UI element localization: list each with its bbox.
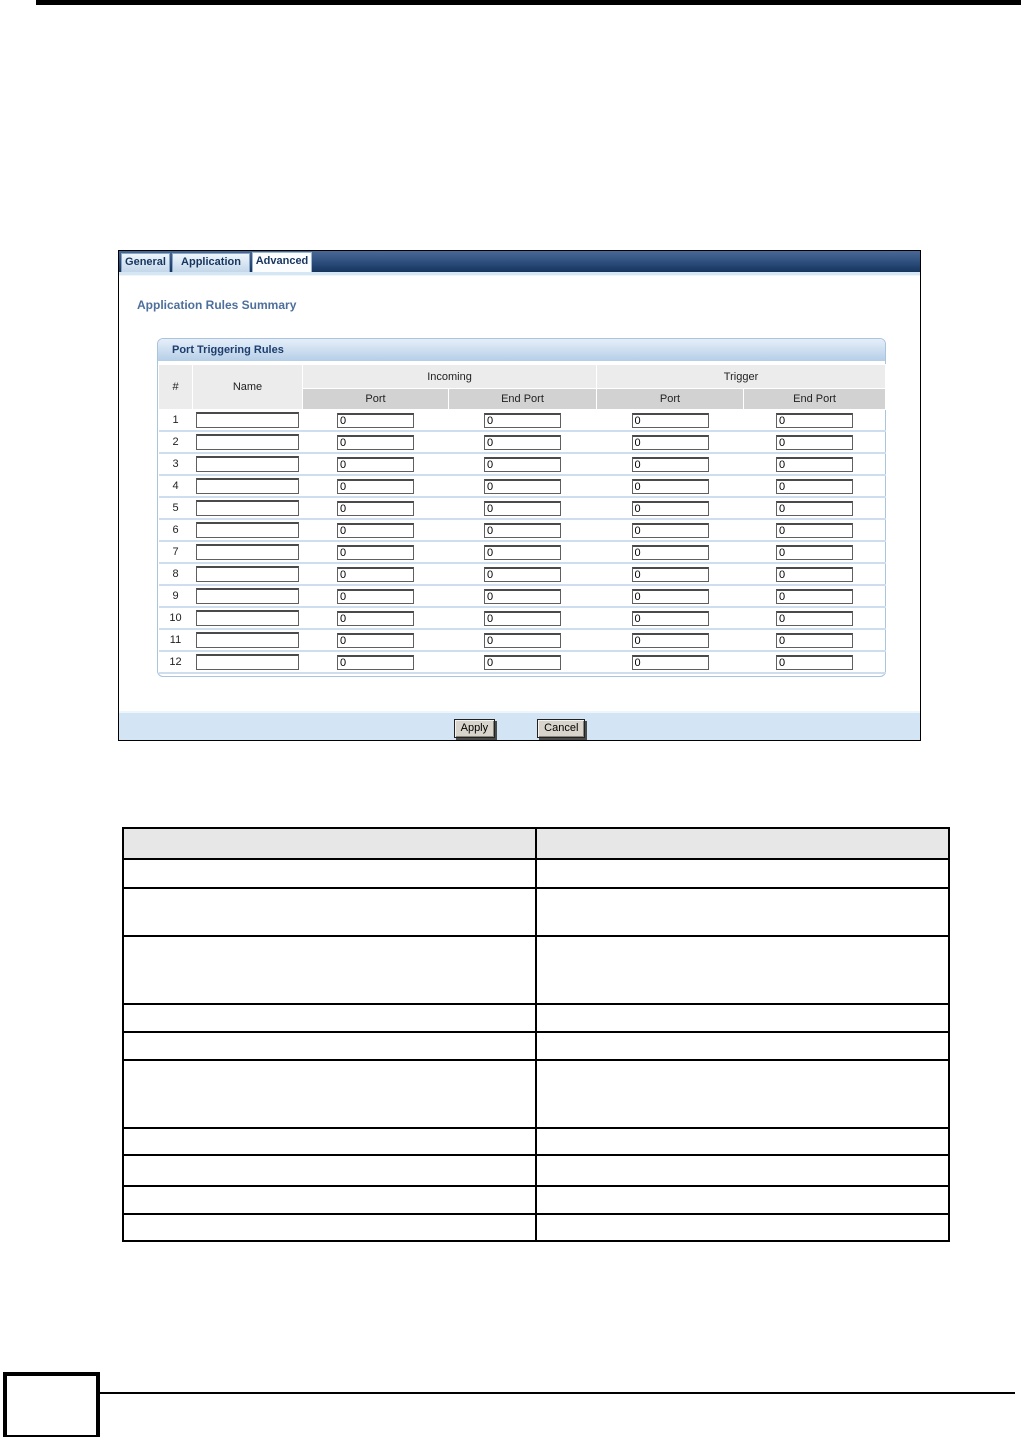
trigger-port-input-row-9[interactable]: [632, 589, 709, 604]
incoming-port-input-row-7[interactable]: [337, 545, 414, 560]
name-input-row-3[interactable]: [196, 456, 299, 472]
doc-table-row-10: [123, 1214, 949, 1241]
doc-table-cell-label: [123, 1004, 536, 1032]
trigger-port-input-row-10[interactable]: [632, 611, 709, 626]
trigger-port-input-row-8[interactable]: [632, 567, 709, 582]
trigger-end-port-input-row-8[interactable]: [776, 567, 853, 582]
port-rule-row-10: [159, 607, 886, 629]
column-header-trigger-end-port: End Port: [744, 389, 886, 410]
trigger-end-port-input-row-3[interactable]: [776, 457, 853, 472]
trigger-end-port-input-row-12[interactable]: [776, 655, 853, 670]
incoming-port-input-row-10[interactable]: [337, 611, 414, 626]
doc-table-row-2: [123, 888, 949, 936]
trigger-end-port-input-row-6[interactable]: [776, 523, 853, 538]
name-input-row-4[interactable]: [196, 478, 299, 494]
port-rule-row-12: [159, 651, 886, 673]
incoming-end-port-input-row-6[interactable]: [484, 523, 561, 538]
port-rule-row-4: [159, 475, 886, 497]
doc-table-cell-desc: [536, 936, 949, 1004]
trigger-port-input-row-1[interactable]: [632, 413, 709, 428]
incoming-end-port-input-row-9[interactable]: [484, 589, 561, 604]
row-number: 3: [159, 453, 193, 475]
incoming-port-input-row-3[interactable]: [337, 457, 414, 472]
doc-table-cell-label: [123, 1060, 536, 1128]
tab-advanced[interactable]: Advanced: [252, 252, 312, 272]
footer-rule: [99, 1392, 1015, 1394]
doc-table-cell-desc: [536, 1214, 949, 1241]
doc-table-cell-label: [123, 1214, 536, 1241]
name-input-row-9[interactable]: [196, 588, 299, 604]
doc-table-row-3: [123, 936, 949, 1004]
incoming-port-input-row-5[interactable]: [337, 501, 414, 516]
port-rule-row-7: [159, 541, 886, 563]
screen-title: Application Rules Summary: [137, 298, 297, 312]
incoming-end-port-input-row-1[interactable]: [484, 413, 561, 428]
trigger-end-port-input-row-4[interactable]: [776, 479, 853, 494]
tab-bar: [119, 251, 920, 272]
name-input-row-2[interactable]: [196, 434, 299, 450]
row-number: 10: [159, 607, 193, 629]
column-header-incoming-port: Port: [303, 389, 449, 410]
trigger-port-input-row-7[interactable]: [632, 545, 709, 560]
incoming-port-input-row-6[interactable]: [337, 523, 414, 538]
doc-table-cell-desc: [536, 859, 949, 888]
name-input-row-12[interactable]: [196, 654, 299, 670]
row-number: 11: [159, 629, 193, 651]
port-rule-row-8: [159, 563, 886, 585]
incoming-end-port-input-row-8[interactable]: [484, 567, 561, 582]
name-input-row-6[interactable]: [196, 522, 299, 538]
doc-table-row-7: [123, 1128, 949, 1155]
name-input-row-10[interactable]: [196, 610, 299, 626]
port-triggering-table: [158, 364, 886, 674]
doc-table-cell-label: [123, 1128, 536, 1155]
doc-table-cell-desc: [536, 888, 949, 936]
name-input-row-8[interactable]: [196, 566, 299, 582]
row-number: 8: [159, 563, 193, 585]
fieldset-title: Port Triggering Rules: [158, 339, 885, 361]
column-group-incoming: Incoming: [303, 365, 597, 389]
trigger-port-input-row-5[interactable]: [632, 501, 709, 516]
port-rule-row-1: [159, 410, 886, 432]
description-table: [122, 827, 950, 1242]
column-group-trigger: Trigger: [597, 365, 886, 389]
port-table-header: [159, 365, 886, 410]
doc-table-body: [123, 859, 949, 1241]
incoming-end-port-input-row-5[interactable]: [484, 501, 561, 516]
doc-table-header-row: [123, 828, 949, 859]
doc-table-cell-label: [123, 936, 536, 1004]
port-triggering-fieldset: [157, 338, 886, 677]
incoming-end-port-input-row-3[interactable]: [484, 457, 561, 472]
port-rule-row-2: [159, 431, 886, 453]
doc-table-row-6: [123, 1060, 949, 1128]
incoming-end-port-input-row-4[interactable]: [484, 479, 561, 494]
incoming-end-port-input-row-11[interactable]: [484, 633, 561, 648]
doc-table-cell-desc: [536, 1186, 949, 1214]
row-number: 9: [159, 585, 193, 607]
page-top-rule: [36, 0, 1021, 5]
row-number: 7: [159, 541, 193, 563]
doc-table-cell-label: [123, 859, 536, 888]
doc-table-cell-label: [123, 888, 536, 936]
trigger-end-port-input-row-10[interactable]: [776, 611, 853, 626]
doc-table-row-5: [123, 1032, 949, 1060]
port-rule-row-6: [159, 519, 886, 541]
incoming-port-input-row-12[interactable]: [337, 655, 414, 670]
doc-table-header-label: [123, 828, 536, 859]
row-number: 12: [159, 651, 193, 673]
port-rule-row-11: [159, 629, 886, 651]
doc-table-row-4: [123, 1004, 949, 1032]
tab-application[interactable]: Application: [172, 253, 250, 272]
name-input-row-11[interactable]: [196, 632, 299, 648]
doc-table-cell-label: [123, 1032, 536, 1060]
row-number: 1: [159, 410, 193, 432]
doc-table-cell-desc: [536, 1032, 949, 1060]
trigger-port-input-row-11[interactable]: [632, 633, 709, 648]
name-input-row-7[interactable]: [196, 544, 299, 560]
name-input-row-5[interactable]: [196, 500, 299, 516]
incoming-end-port-input-row-7[interactable]: [484, 545, 561, 560]
incoming-port-input-row-4[interactable]: [337, 479, 414, 494]
doc-table-cell-label: [123, 1186, 536, 1214]
trigger-port-input-row-12[interactable]: [632, 655, 709, 670]
port-rule-row-9: [159, 585, 886, 607]
trigger-end-port-input-row-11[interactable]: [776, 633, 853, 648]
port-rules-tbody: [159, 410, 886, 674]
port-rule-row-3: [159, 453, 886, 475]
cancel-button[interactable]: Cancel: [537, 719, 585, 738]
row-number: 6: [159, 519, 193, 541]
doc-table-cell-label: [123, 1155, 536, 1186]
trigger-end-port-input-row-2[interactable]: [776, 435, 853, 450]
trigger-end-port-input-row-1[interactable]: [776, 413, 853, 428]
trigger-port-input-row-3[interactable]: [632, 457, 709, 472]
doc-table-header-desc: [536, 828, 949, 859]
column-header-trigger-port: Port: [597, 389, 744, 410]
row-number: 5: [159, 497, 193, 519]
port-rule-row-5: [159, 497, 886, 519]
ui-screenshot-figure: [118, 250, 921, 741]
name-input-row-1[interactable]: [196, 412, 299, 428]
incoming-end-port-input-row-10[interactable]: [484, 611, 561, 626]
trigger-port-input-row-2[interactable]: [632, 435, 709, 450]
incoming-port-input-row-8[interactable]: [337, 567, 414, 582]
incoming-port-input-row-2[interactable]: [337, 435, 414, 450]
incoming-end-port-input-row-2[interactable]: [484, 435, 561, 450]
action-bar: [119, 711, 920, 740]
doc-table-cell-desc: [536, 1004, 949, 1032]
column-header-incoming-end-port: End Port: [449, 389, 597, 410]
row-number: 2: [159, 431, 193, 453]
doc-table-row-1: [123, 859, 949, 888]
incoming-port-input-row-11[interactable]: [337, 633, 414, 648]
tab-general[interactable]: General: [121, 253, 170, 272]
doc-table-cell-desc: [536, 1155, 949, 1186]
doc-table-cell-desc: [536, 1060, 949, 1128]
row-number: 4: [159, 475, 193, 497]
doc-table-cell-desc: [536, 1128, 949, 1155]
trigger-end-port-input-row-5[interactable]: [776, 501, 853, 516]
column-header-name: Name: [193, 365, 303, 410]
incoming-end-port-input-row-12[interactable]: [484, 655, 561, 670]
trigger-port-input-row-4[interactable]: [632, 479, 709, 494]
page-number-box: [3, 1372, 100, 1437]
trigger-end-port-input-row-9[interactable]: [776, 589, 853, 604]
apply-button[interactable]: Apply: [454, 719, 496, 738]
doc-table-row-9: [123, 1186, 949, 1214]
incoming-port-input-row-9[interactable]: [337, 589, 414, 604]
trigger-end-port-input-row-7[interactable]: [776, 545, 853, 560]
tabbar-underline: [119, 272, 920, 276]
incoming-port-input-row-1[interactable]: [337, 413, 414, 428]
doc-table-row-8: [123, 1155, 949, 1186]
trigger-port-input-row-6[interactable]: [632, 523, 709, 538]
column-header-hash: #: [159, 365, 193, 410]
